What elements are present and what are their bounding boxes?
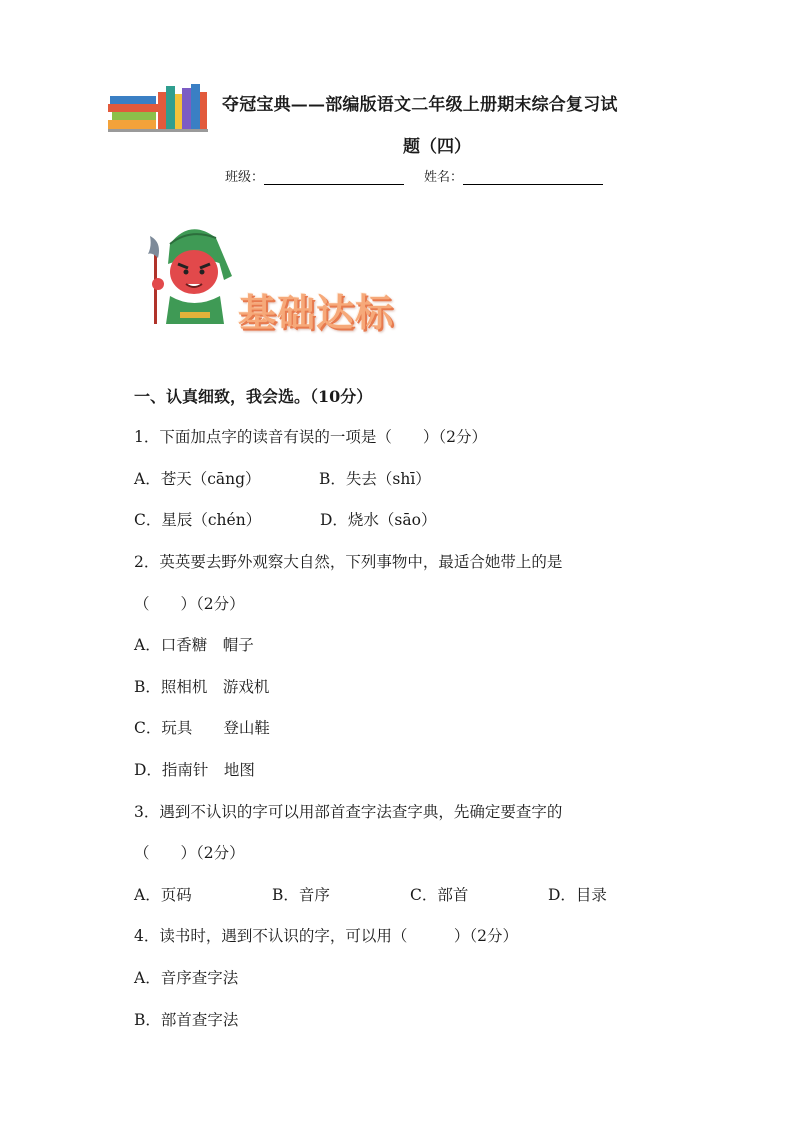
question-2-option-a[interactable]: A．口香糖 帽子	[134, 636, 254, 654]
question-3-options-row	[134, 883, 607, 905]
question-1-options-row-1	[134, 467, 431, 489]
name-blank[interactable]	[463, 170, 603, 185]
question-3-stem-cont: （ ）（2分）	[134, 844, 245, 862]
exam-title-line2: 题（四）	[403, 137, 471, 157]
question-4-option-b[interactable]: B．部首查字法	[134, 1011, 239, 1029]
option-a[interactable]: A．苍天（cāng）	[134, 470, 261, 488]
guan-yu-mascot-icon	[140, 214, 240, 326]
class-label: 班级：	[225, 170, 265, 185]
option-d[interactable]: D．烧水（sāo）	[320, 511, 437, 529]
question-2-option-d[interactable]: D．指南针 地图	[134, 761, 255, 779]
question-3-stem: 3．遇到不认识的字可以用部首查字法查字典，先确定要查字的	[134, 803, 563, 821]
section-heading: 一、认真细致，我会选。（10分）	[134, 387, 373, 406]
question-2-option-c[interactable]: C．玩具 登山鞋	[134, 719, 270, 737]
question-2-stem-cont: （ ）（2分）	[134, 595, 245, 613]
option-b[interactable]: B．音序	[272, 886, 330, 904]
section-banner: 基础达标	[238, 291, 395, 335]
option-d[interactable]: D．目录	[548, 886, 607, 904]
name-label: 姓名：	[424, 170, 464, 185]
student-info-row	[225, 166, 603, 185]
question-2-stem: 2．英英要去野外观察大自然，下列事物中，最适合她带上的是	[134, 553, 563, 571]
option-b[interactable]: B．失去（shī）	[319, 470, 431, 488]
question-1-stem: 1．下面加点字的读音有误的一项是（ ）（2分）	[134, 428, 487, 446]
question-4-stem: 4．读书时，遇到不认识的字，可以用（ ）（2分）	[134, 927, 518, 945]
class-blank[interactable]	[264, 170, 404, 185]
question-4-option-a[interactable]: A．音序查字法	[134, 969, 239, 987]
exam-title-line1: 夺冠宝典——部编版语文二年级上册期末综合复习试	[222, 95, 618, 115]
option-c[interactable]: C．部首	[410, 886, 469, 904]
option-a[interactable]: A．页码	[134, 886, 192, 904]
question-1-options-row-2	[134, 508, 436, 530]
books-icon	[108, 82, 208, 132]
option-c[interactable]: C．星辰（chén）	[134, 511, 262, 529]
question-2-option-b[interactable]: B．照相机 游戏机	[134, 678, 270, 696]
